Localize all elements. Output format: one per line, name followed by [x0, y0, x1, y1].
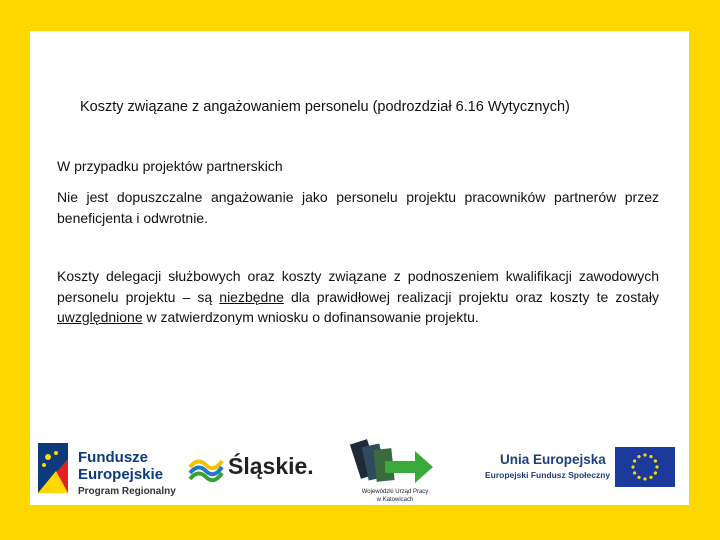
ue-title: Unia Europejska — [500, 452, 606, 467]
eu-star — [654, 459, 657, 462]
eu-star — [631, 465, 634, 468]
ue-subtitle: Europejski Fundusz Społeczny — [485, 470, 611, 480]
paragraph-costs-part3: w zatwierdzonym wniosku o dofinansowanie projektu. — [142, 309, 479, 325]
eu-stars-icon — [615, 447, 675, 487]
slaskie-text: Śląskie. — [228, 453, 314, 479]
unia-europejska-logo — [485, 444, 685, 492]
underlined-necessary: niezbędne — [219, 288, 284, 305]
eu-star — [649, 455, 652, 458]
eu-star — [633, 471, 636, 474]
eu-star — [637, 455, 640, 458]
eu-star — [649, 476, 652, 479]
wup-logo — [345, 437, 445, 505]
fundusze-text — [78, 449, 176, 500]
fundusze-line3: Program Regionalny — [78, 486, 176, 497]
eu-star — [633, 459, 636, 462]
eu-star — [637, 476, 640, 479]
fundusze-europejskie-icon — [36, 439, 70, 499]
wup-line1: Wojewódzki Urząd Pracy — [361, 489, 429, 495]
slaskie-logo — [188, 451, 313, 491]
paragraph-costs-part1: Koszty delegacji służbowych oraz koszty związane z podnoszeniem kwalifikacji zawodowych personelu projektu – są — [57, 268, 659, 305]
logo-bar — [30, 431, 689, 505]
eu-star — [655, 465, 658, 468]
wup-arrow-icon — [345, 437, 445, 487]
underlined-included: uwzględnione — [57, 309, 143, 325]
slaskie-wave-icon — [188, 451, 224, 487]
paragraph-costs — [57, 266, 659, 328]
eu-star — [643, 477, 646, 480]
slide-title: Koszty związane z angażowaniem personelu (podrozdział 6.16 Wytycznych) — [80, 99, 570, 115]
fundusze-line2: Europejskie — [78, 466, 164, 483]
wup-text — [345, 488, 445, 504]
subheading: W przypadku projektów partnerskich — [57, 158, 283, 174]
eu-star — [654, 471, 657, 474]
eu-flag-icon — [615, 447, 675, 487]
slide — [30, 31, 689, 505]
wup-line2: w Katowicach — [376, 497, 414, 503]
paragraph-costs-part2: dla prawidłowej realizacji projektu oraz koszty te zostały — [283, 288, 659, 305]
paragraph-partners: Nie jest dopuszczalne angażowanie jako personelu projektu pracowników partnerów przez beneficjenta i odwrotnie. — [57, 189, 659, 226]
fundusze-line1: Fundusze — [78, 449, 148, 466]
fundusze-europejskie-logo — [36, 439, 176, 499]
eu-star — [643, 453, 646, 456]
